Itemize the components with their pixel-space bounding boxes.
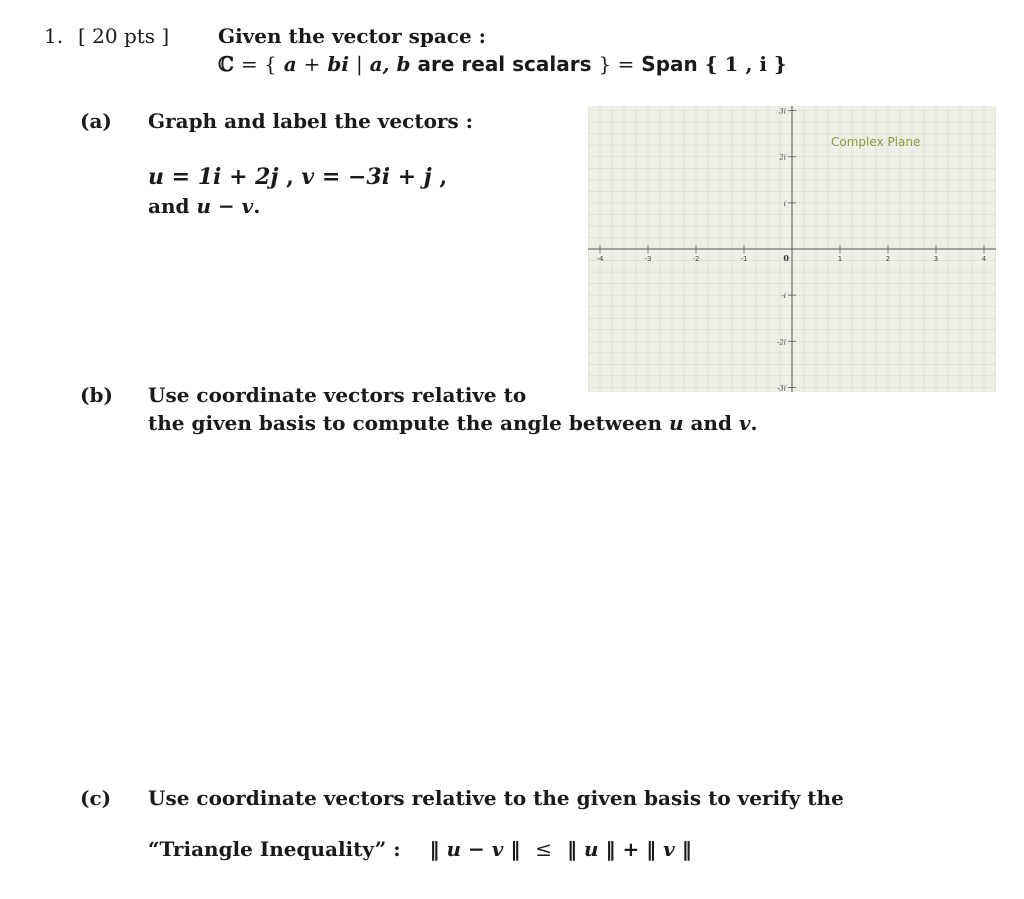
u-minus-v-line: and u − v. (148, 194, 261, 218)
x-tick-label: 2 (885, 255, 891, 263)
y-tick-label: 3i (779, 107, 786, 116)
v-definition: v = −3i + j (301, 164, 432, 190)
y-tick-label: -i (781, 292, 786, 301)
part-a-instruction: Graph and label the vectors : (148, 109, 474, 133)
problem-intro: Given the vector space : (218, 24, 487, 48)
x-tick-label: 3 (933, 255, 939, 263)
part-c-label: (c) (80, 786, 112, 810)
part-b-line1: Use coordinate vectors relative to (148, 383, 527, 407)
y-tick-label: -2i (776, 338, 786, 347)
complex-plane-graph (588, 106, 996, 392)
x-tick-label: -2 (692, 255, 700, 263)
problem-points: [ 20 pts ] (78, 24, 170, 48)
part-b-line2: the given basis to compute the angle between u and v. (148, 411, 758, 435)
complex-set-symbol: ℂ (218, 52, 234, 76)
triangle-inequality-name: “Triangle Inequality” : (148, 837, 401, 861)
x-tick-label: -4 (596, 255, 604, 263)
y-tick-label: i (783, 199, 786, 208)
y-tick-label: 2i (779, 153, 786, 162)
u-minus-v: u − v (196, 194, 254, 218)
axes (588, 106, 996, 392)
part-a-label: (a) (80, 109, 112, 133)
u-definition: u = 1i + 2j (148, 164, 279, 190)
vector-space-definition: ℂ = { a + bi | a, b are real scalars } = Span { 1 , i } (218, 52, 787, 76)
x-tick-label: -3 (644, 255, 652, 263)
problem-number: 1. (44, 24, 64, 48)
triangle-inequality: “Triangle Inequality” : ‖ u − v ‖ ≤ ‖ u ‖ + ‖ v ‖ (148, 837, 692, 861)
x-tick-label: 1 (837, 255, 843, 263)
x-tick-label: 4 (981, 255, 987, 263)
graph-title: Complex Plane (831, 135, 921, 149)
y-tick-label: -3i (776, 384, 786, 392)
vector-definitions: u = 1i + 2j , v = −3i + j , (148, 164, 448, 190)
part-b-label: (b) (80, 383, 113, 407)
complex-plane-svg (588, 106, 996, 392)
part-c-line1: Use coordinate vectors relative to the given basis to verify the (148, 786, 844, 810)
x-tick-label: -1 (740, 255, 748, 263)
origin-label: 0 (783, 253, 789, 263)
